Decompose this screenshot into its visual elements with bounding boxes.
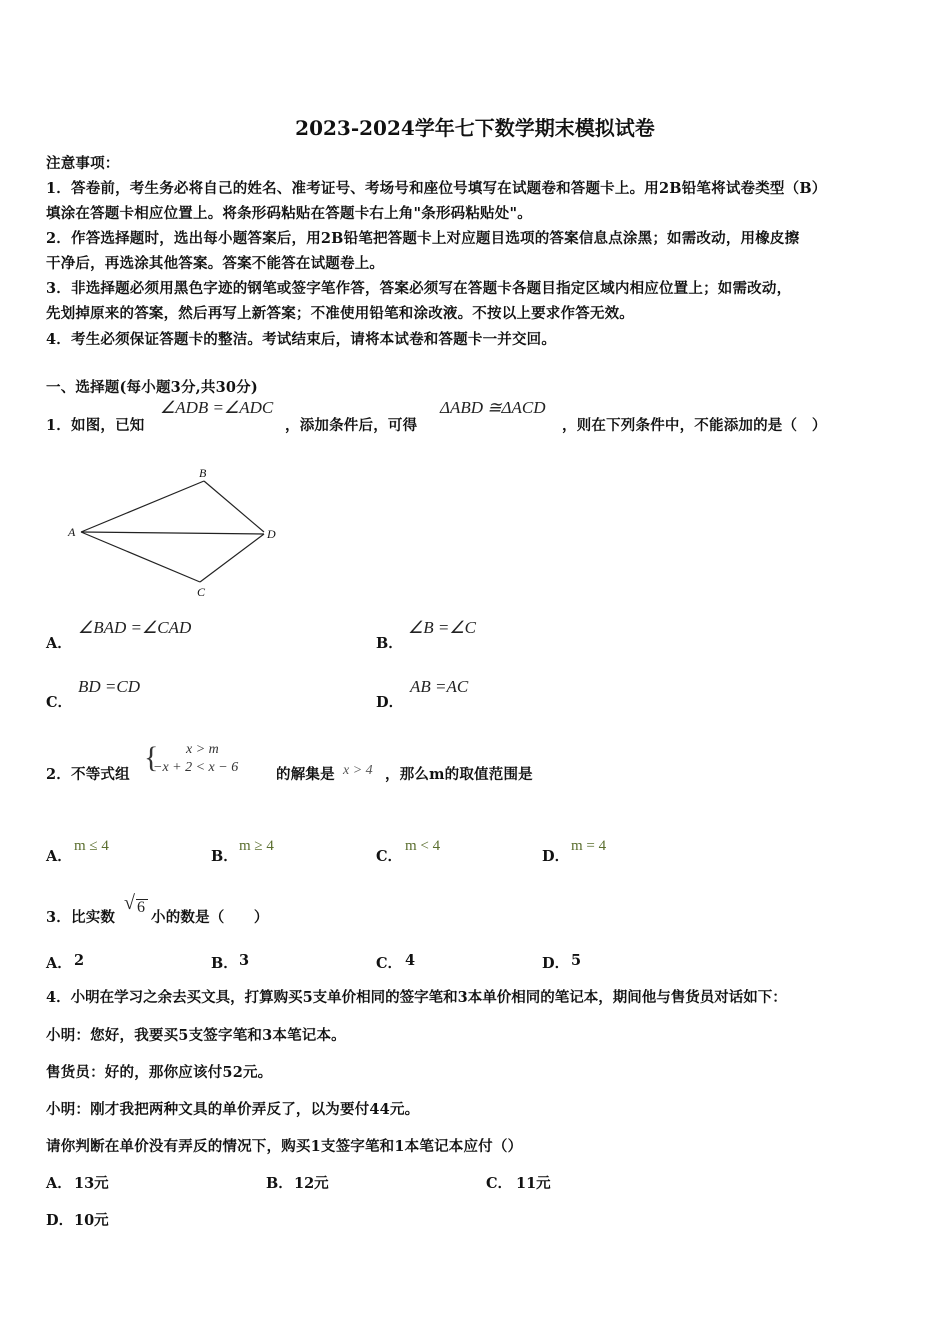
q4-dialog-1: 小明：您好，我要买5支签字笔和3本笔记本。 <box>46 1027 346 1044</box>
label-a: A <box>68 525 76 539</box>
segment-ab <box>81 481 204 532</box>
segment-cd <box>200 534 264 582</box>
q1-text-1: 1．如图，已知 <box>46 417 145 434</box>
q1-option-b-letter: B． <box>376 635 403 652</box>
label-b: B <box>199 466 207 480</box>
segment-ac <box>81 532 200 582</box>
sqrt-icon: √ <box>124 892 135 914</box>
q1-option-c[interactable]: BD =CD <box>78 677 140 696</box>
q1-option-d[interactable]: AB =AC <box>410 677 469 696</box>
notice-line: 2．作答选择题时，选出每小题答案后，用2B铅笔把答题卡上对应题目选项的答案信息点涂黑；如需改动，用橡皮擦 <box>46 230 800 247</box>
q4-dialog-2: 售货员：好的，那你应该付52元。 <box>46 1064 273 1081</box>
notice-heading: 注意事项： <box>46 155 120 172</box>
q2-system-line-2: −x + 2 < x − 6 <box>153 760 239 775</box>
q2-math: x > 4 <box>343 763 373 778</box>
q2-option-a[interactable]: m ≤ 4 <box>74 838 109 854</box>
q3-option-a[interactable]: 2 <box>74 952 85 969</box>
notice-line: 干净后，再选涂其他答案。答案不能答在试题卷上。 <box>46 255 385 272</box>
brace-icon: { <box>144 741 159 774</box>
q4-option-a[interactable]: 13元 <box>74 1175 109 1192</box>
q2-option-b-letter: B． <box>211 848 238 865</box>
q4-option-b-letter: B． <box>266 1175 293 1192</box>
q2-option-b[interactable]: m ≥ 4 <box>239 838 274 854</box>
notice-line: 1．答卷前，考生务必将自己的姓名、准考证号、考场号和座位号填写在试题卷和答题卡上。用2B铅笔将试卷类型（B） <box>46 180 827 197</box>
q1-option-d-letter: D． <box>376 694 404 711</box>
q1-text-2: ，添加条件后，可得 <box>285 417 418 434</box>
page-title: 2023-2024学年七下数学期末模拟试卷 <box>295 116 655 140</box>
q3-option-a-letter: A． <box>46 955 72 972</box>
q4-option-d[interactable]: 10元 <box>74 1212 109 1229</box>
notice-line: 填涂在答题卡相应位置上。将条形码粘贴在答题卡右上角"条形码粘贴处"。 <box>46 205 532 222</box>
q3-text-2: 小的数是（ ） <box>151 909 269 926</box>
q1-option-c-letter: C． <box>46 694 73 711</box>
q2-option-c[interactable]: m < 4 <box>405 838 441 854</box>
q3-option-d-letter: D． <box>542 955 570 972</box>
q2-system-line-1: x > m <box>186 742 219 757</box>
q3-option-d[interactable]: 5 <box>571 952 582 969</box>
q2-option-d[interactable]: m = 4 <box>571 838 607 854</box>
q3-option-b[interactable]: 3 <box>239 952 250 969</box>
q1-option-b[interactable]: ∠B =∠C <box>408 618 476 637</box>
segment-bd <box>204 481 264 532</box>
q4-question: 请你判断在单价没有弄反的情况下，购买1支签字笔和1本笔记本应付（） <box>46 1138 523 1155</box>
q1-figure <box>64 462 284 604</box>
notice-line: 3．非选择题必须用黑色字迹的钢笔或签字笔作答，答案必须写在答题卡各题目指定区域内相应位置上；如需改动， <box>46 280 792 297</box>
segment-ad <box>81 532 264 534</box>
q4-option-b[interactable]: 12元 <box>294 1175 329 1192</box>
q2-text-2: 的解集是 <box>276 766 335 783</box>
q2-text-3: ，那么m的取值范围是 <box>385 766 533 783</box>
q3-option-c-letter: C． <box>376 955 403 972</box>
q1-math-2: ΔABD ≅ΔACD <box>440 398 546 417</box>
q1-option-a-letter: A． <box>46 635 72 652</box>
q3-text-1: 3．比实数 <box>46 909 116 926</box>
q3-radicand: 6 <box>137 899 145 916</box>
q1-option-a[interactable]: ∠BAD =∠CAD <box>78 618 192 637</box>
notice-line: 先划掉原来的答案，然后再写上新答案；不准使用铅笔和涂改液。不按以上要求作答无效。 <box>46 305 634 322</box>
notice-line: 4．考生必须保证答题卡的整洁。考试结束后，请将本试卷和答题卡一并交回。 <box>46 331 557 348</box>
q2-text-1: 2．不等式组 <box>46 766 130 783</box>
section-heading: 一、选择题(每小题3分,共30分) <box>46 379 258 396</box>
q4-stem: 4．小明在学习之余去买文具，打算购买5支单价相同的签字笔和3本单价相同的笔记本，期间他与售货员对话如下： <box>46 989 787 1006</box>
q4-option-c[interactable]: 11元 <box>516 1175 551 1192</box>
label-d: D <box>267 527 276 541</box>
q4-dialog-3: 小明：刚才我把两种文具的单价弄反了，以为要付44元。 <box>46 1101 420 1118</box>
q3-option-c[interactable]: 4 <box>405 952 416 969</box>
q2-option-a-letter: A． <box>46 848 72 865</box>
q3-option-b-letter: B． <box>211 955 238 972</box>
q4-option-d-letter: D． <box>46 1212 74 1229</box>
q1-text-3: ，则在下列条件中，不能添加的是（ ） <box>562 417 827 434</box>
label-c: C <box>197 585 206 599</box>
q4-option-c-letter: C． <box>486 1175 513 1192</box>
q4-option-a-letter: A． <box>46 1175 72 1192</box>
q2-option-d-letter: D． <box>542 848 570 865</box>
q1-math-1: ∠ADB =∠ADC <box>160 398 274 417</box>
q2-option-c-letter: C． <box>376 848 403 865</box>
